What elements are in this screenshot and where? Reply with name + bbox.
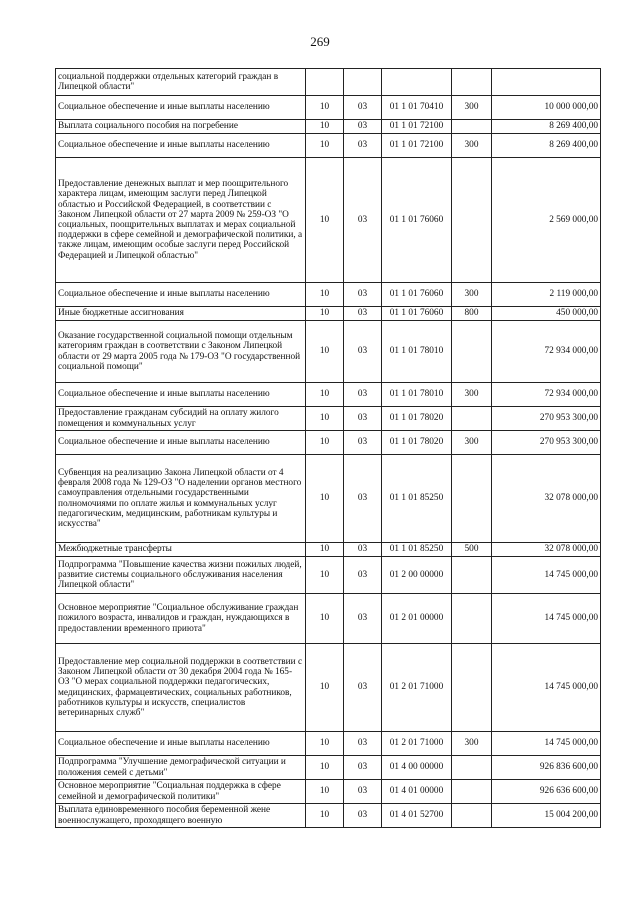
section-code: 10: [306, 780, 344, 804]
subsection-code: 03: [344, 307, 382, 321]
amount: 72 934 000,00: [492, 321, 601, 383]
expense-type: [452, 407, 492, 431]
target-code: 01 2 01 00000: [382, 594, 452, 644]
amount: 450 000,00: [492, 307, 601, 321]
table-row: [56, 431, 601, 455]
table-row: [56, 407, 601, 431]
subsection-code: 03: [344, 120, 382, 134]
section-code: 10: [306, 321, 344, 383]
subsection-code: 03: [344, 780, 382, 804]
subsection-code: 03: [344, 158, 382, 283]
row-name: Основное мероприятие "Социальное обслуживание граждан пожилого возраста, инвалидов и граждан, нуждающихся в предоставлении временного приюта": [56, 594, 306, 644]
section-code: 10: [306, 594, 344, 644]
subsection-code: 03: [344, 383, 382, 407]
subsection-code: 03: [344, 804, 382, 828]
subsection-code: 03: [344, 594, 382, 644]
subsection-code: 03: [344, 134, 382, 158]
target-code: 01 1 01 78020: [382, 407, 452, 431]
row-name: Социальное обеспечение и иные выплаты населению: [56, 283, 306, 307]
section-code: 10: [306, 455, 344, 543]
subsection-code: 03: [344, 407, 382, 431]
amount: 926 636 600,00: [492, 780, 601, 804]
section-code: 10: [306, 283, 344, 307]
table-row: [56, 557, 601, 594]
table-row: [56, 383, 601, 407]
expense-type: [452, 780, 492, 804]
amount: 270 953 300,00: [492, 431, 601, 455]
target-code: 01 2 01 71000: [382, 732, 452, 756]
subsection-code: 03: [344, 543, 382, 557]
row-name: Социальное обеспечение и иные выплаты населению: [56, 134, 306, 158]
target-code: 01 1 01 78010: [382, 321, 452, 383]
table-row: [56, 455, 601, 543]
target-code: 01 1 01 76060: [382, 158, 452, 283]
target-code: 01 1 01 85250: [382, 543, 452, 557]
target-code: 01 1 01 78010: [382, 383, 452, 407]
expense-type: 500: [452, 543, 492, 557]
subsection-code: 03: [344, 431, 382, 455]
subsection-code: 03: [344, 96, 382, 120]
expense-type: [452, 756, 492, 780]
expense-type: [452, 455, 492, 543]
row-name: Выплата единовременного пособия беременной жене военнослужащего, проходящего военную: [56, 804, 306, 828]
target-code: 01 1 01 76060: [382, 283, 452, 307]
row-name: Подпрограмма "Повышение качества жизни пожилых людей, развитие системы социального обслуживания населения Липецкой области": [56, 557, 306, 594]
section-code: 10: [306, 307, 344, 321]
section-code: 10: [306, 158, 344, 283]
target-code: 01 1 01 76060: [382, 307, 452, 321]
row-name: Субвенция на реализацию Закона Липецкой области от 4 февраля 2008 года № 129-ОЗ "О наделении органов местного самоуправления отдельными государственными полномочиями по оплате жилья и коммунальных услуг педагогическим, медицинским, работникам культуры и искусства": [56, 455, 306, 543]
table-row: [56, 134, 601, 158]
expense-type: 300: [452, 383, 492, 407]
amount: 72 934 000,00: [492, 383, 601, 407]
expense-type: 800: [452, 307, 492, 321]
row-name: Основное мероприятие "Социальная поддержка в сфере семейной и демографической политики": [56, 780, 306, 804]
table-row: [56, 283, 601, 307]
row-name: Предоставление гражданам субсидий на оплату жилого помещения и коммунальных услуг: [56, 407, 306, 431]
expense-type: [452, 557, 492, 594]
amount: 14 745 000,00: [492, 732, 601, 756]
amount: [492, 69, 601, 96]
expense-type: [452, 321, 492, 383]
table-row: [56, 543, 601, 557]
expense-type: [452, 120, 492, 134]
table-row: [56, 644, 601, 732]
table-row: [56, 120, 601, 134]
table-row: [56, 321, 601, 383]
expense-type: [452, 69, 492, 96]
section-code: [306, 69, 344, 96]
row-name: Иные бюджетные ассигнования: [56, 307, 306, 321]
table-row: [56, 756, 601, 780]
budget-table: [55, 68, 601, 828]
row-name: Социальное обеспечение и иные выплаты населению: [56, 96, 306, 120]
amount: 270 953 300,00: [492, 407, 601, 431]
amount: 926 836 600,00: [492, 756, 601, 780]
expense-type: 300: [452, 96, 492, 120]
section-code: 10: [306, 431, 344, 455]
subsection-code: 03: [344, 455, 382, 543]
table-row: [56, 158, 601, 283]
target-code: 01 4 01 00000: [382, 780, 452, 804]
table-row: [56, 69, 601, 96]
table-row: [56, 594, 601, 644]
target-code: 01 1 01 85250: [382, 455, 452, 543]
target-code: 01 1 01 70410: [382, 96, 452, 120]
row-name: Подпрограмма "Улучшение демографической ситуации и положения семей с детьми": [56, 756, 306, 780]
target-code: 01 2 01 71000: [382, 644, 452, 732]
target-code: 01 2 00 00000: [382, 557, 452, 594]
row-name: Выплата социального пособия на погребение: [56, 120, 306, 134]
amount: 14 745 000,00: [492, 557, 601, 594]
expense-type: 300: [452, 732, 492, 756]
amount: 10 000 000,00: [492, 96, 601, 120]
section-code: 10: [306, 732, 344, 756]
amount: 2 569 000,00: [492, 158, 601, 283]
subsection-code: 03: [344, 283, 382, 307]
expense-type: [452, 158, 492, 283]
amount: 15 004 200,00: [492, 804, 601, 828]
target-code: 01 1 01 72100: [382, 134, 452, 158]
target-code: 01 4 00 00000: [382, 756, 452, 780]
subsection-code: 03: [344, 321, 382, 383]
row-name: Межбюджетные трансферты: [56, 543, 306, 557]
expense-type: 300: [452, 283, 492, 307]
section-code: 10: [306, 804, 344, 828]
row-name: Социальное обеспечение и иные выплаты населению: [56, 732, 306, 756]
page-number: 269: [310, 34, 330, 49]
section-code: 10: [306, 644, 344, 732]
section-code: 10: [306, 383, 344, 407]
table-row: [56, 96, 601, 120]
amount: 32 078 000,00: [492, 543, 601, 557]
section-code: 10: [306, 120, 344, 134]
subsection-code: [344, 69, 382, 96]
expense-type: 300: [452, 431, 492, 455]
section-code: 10: [306, 756, 344, 780]
target-code: 01 1 01 78020: [382, 431, 452, 455]
target-code: 01 1 01 72100: [382, 120, 452, 134]
table-row: [56, 780, 601, 804]
section-code: 10: [306, 96, 344, 120]
row-name: Предоставление денежных выплат и мер поощрительного характера лицам, имеющим заслуги перед Липецкой областью и Российской Федерацией, в соответствии с Законом Липецкой области от 27 марта 2009 № 259-ОЗ "О социальных, поощрительных выплатах и мерах социальной поддержки в сфере семейной и демографической политики, а также лицам, имеющим особые заслуги перед Российской Федерацией и Липецкой областью": [56, 158, 306, 283]
section-code: 10: [306, 543, 344, 557]
section-code: 10: [306, 557, 344, 594]
row-name: социальной поддержки отдельных категорий граждан в Липецкой области": [56, 69, 306, 96]
table-row: [56, 804, 601, 828]
row-name: Социальное обеспечение и иные выплаты населению: [56, 383, 306, 407]
expense-type: 300: [452, 134, 492, 158]
table-row: [56, 732, 601, 756]
target-code: [382, 69, 452, 96]
expense-type: [452, 594, 492, 644]
row-name: Социальное обеспечение и иные выплаты населению: [56, 431, 306, 455]
amount: 2 119 000,00: [492, 283, 601, 307]
expense-type: [452, 644, 492, 732]
target-code: 01 4 01 52700: [382, 804, 452, 828]
amount: 32 078 000,00: [492, 455, 601, 543]
section-code: 10: [306, 134, 344, 158]
table-row: [56, 307, 601, 321]
row-name: Предоставление мер социальной поддержки в соответствии с Законом Липецкой области от 30 декабря 2004 года № 165-ОЗ "О мерах социальной поддержки педагогических, медицинских, фармацевтических, социальных работников, работников культуры и искусств, специалистов ветеринарных служб": [56, 644, 306, 732]
amount: 14 745 000,00: [492, 644, 601, 732]
expense-type: [452, 804, 492, 828]
subsection-code: 03: [344, 644, 382, 732]
subsection-code: 03: [344, 756, 382, 780]
amount: 8 269 400,00: [492, 120, 601, 134]
amount: 8 269 400,00: [492, 134, 601, 158]
section-code: 10: [306, 407, 344, 431]
subsection-code: 03: [344, 732, 382, 756]
subsection-code: 03: [344, 557, 382, 594]
amount: 14 745 000,00: [492, 594, 601, 644]
row-name: Оказание государственной социальной помощи отдельным категориям граждан в соответствии с Законом Липецкой области от 29 марта 2005 года № 179-ОЗ "О государственной социальной помощи": [56, 321, 306, 383]
